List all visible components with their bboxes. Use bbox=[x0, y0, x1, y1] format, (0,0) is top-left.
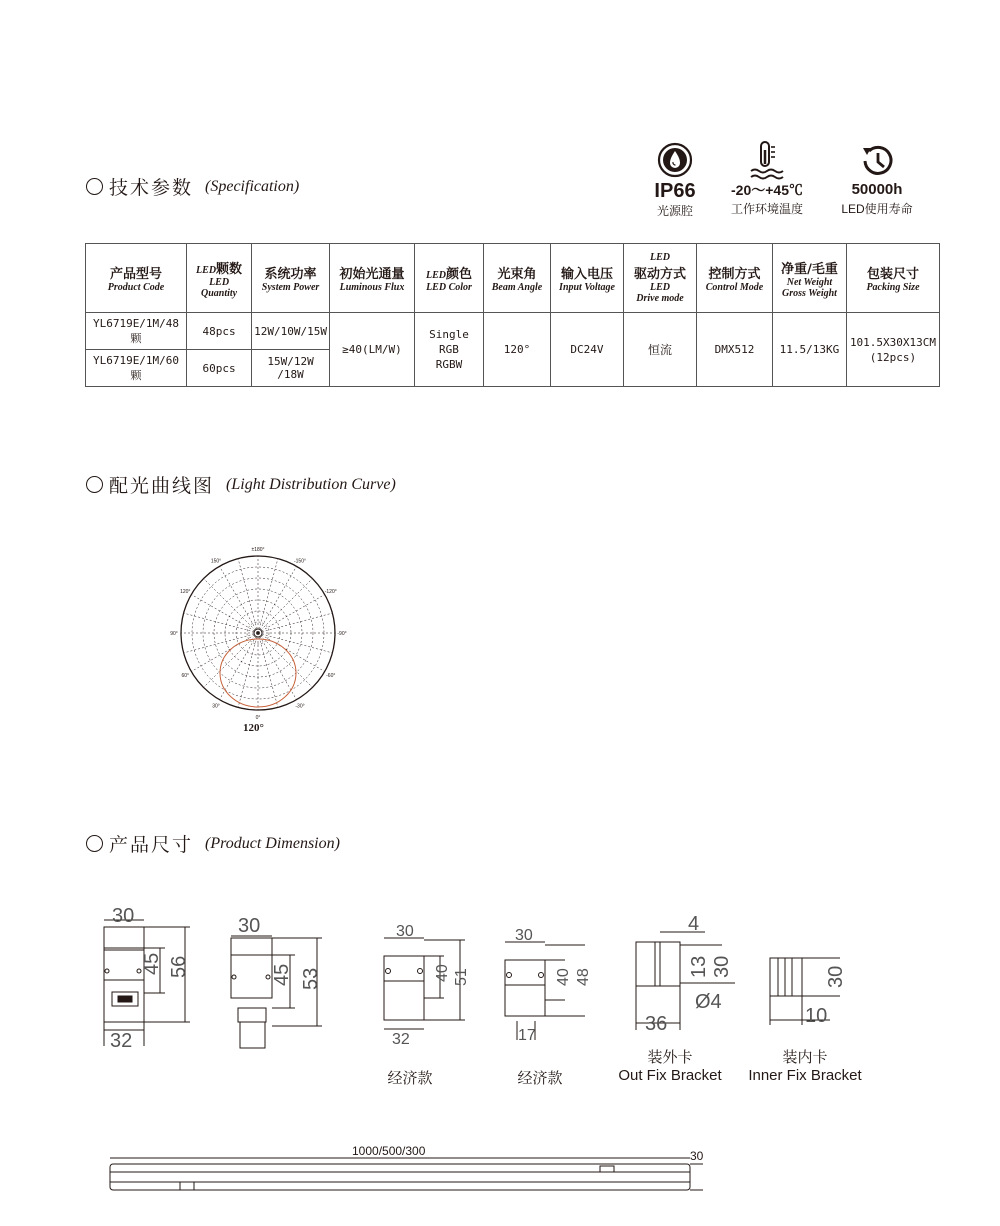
polar-grid-spoke bbox=[258, 559, 278, 633]
lifetime-hours: 50000h bbox=[851, 181, 903, 198]
cell-product-code: YL6719E/1M/60颗 bbox=[86, 350, 187, 387]
header-system-power: 系统功率 System Power bbox=[252, 244, 330, 313]
header-control-mode: 控制方式 Control Mode bbox=[696, 244, 772, 313]
caption-inner-bracket-en: Inner Fix Bracket bbox=[748, 1067, 862, 1084]
cell-weight: 11.5/13KG bbox=[772, 313, 846, 387]
dim-label: 36 bbox=[645, 1013, 668, 1035]
temperature-sub: 工作环境温度 bbox=[730, 202, 803, 216]
lifetime-badge bbox=[832, 142, 922, 217]
spec-header-row bbox=[86, 244, 940, 313]
caption-economy-1: 经济款 bbox=[387, 1070, 433, 1087]
cell-input-voltage: DC24V bbox=[550, 313, 623, 387]
cell-led-quantity: 60pcs bbox=[187, 350, 252, 387]
circle-bullet-icon bbox=[86, 178, 103, 195]
dimension-section-title bbox=[86, 830, 340, 857]
dim-label: 17 bbox=[518, 1027, 536, 1044]
polar-angle-label: 90° bbox=[170, 631, 178, 637]
cell-packing-size: 101.5X30X13CM (12pcs) bbox=[846, 313, 939, 387]
caption-economy-2: 经济款 bbox=[517, 1070, 563, 1087]
header-drive-mode: LED 驱动方式 LED Drive mode bbox=[623, 244, 696, 313]
light-title-en: (Light Distribution Curve) bbox=[226, 475, 396, 493]
dim-label: 30 bbox=[112, 905, 135, 927]
header-input-voltage: 输入电压 Input Voltage bbox=[550, 244, 623, 313]
out-bracket-drawing bbox=[636, 913, 735, 1035]
temperature-badge bbox=[722, 140, 812, 217]
header-led-quantity: LED颗数 LED Quantity bbox=[187, 244, 252, 313]
ip66-badge bbox=[640, 140, 710, 219]
inner-bracket-drawing bbox=[770, 958, 847, 1027]
polar-angle-label: ±180° bbox=[251, 547, 265, 553]
length-bar-drawing bbox=[110, 1144, 704, 1190]
cell-luminous-flux: ≥40(LM/W) bbox=[329, 313, 414, 387]
feature-badges bbox=[640, 140, 940, 230]
light-title-cn: 配光曲线图 bbox=[109, 475, 215, 497]
cell-led-quantity: 48pcs bbox=[187, 313, 252, 350]
dim-label: 40 bbox=[434, 964, 451, 982]
polar-grid-spoke bbox=[191, 633, 258, 672]
dim-label: 53 bbox=[300, 967, 322, 990]
polar-grid-spoke bbox=[258, 579, 312, 633]
polar-angle-label: -150° bbox=[293, 558, 307, 565]
dim-label: 32 bbox=[392, 1031, 410, 1048]
header-weight: 净重/毛重 Net Weight Gross Weight bbox=[772, 244, 846, 313]
water-drop-icon bbox=[655, 140, 695, 180]
header-led-color: LED颜色 LED Color bbox=[414, 244, 483, 313]
polar-grid-spoke bbox=[258, 633, 278, 707]
dim-label: 40 bbox=[555, 968, 572, 986]
profile-drawing-2 bbox=[231, 915, 322, 1048]
dim-label: 30 bbox=[825, 965, 847, 988]
circle-bullet-icon bbox=[86, 476, 103, 493]
dim-label: 48 bbox=[575, 968, 592, 986]
polar-angle-label: 120° bbox=[180, 589, 191, 595]
profile-drawing-3 bbox=[384, 923, 470, 1048]
header-beam-angle: 光束角 Beam Angle bbox=[483, 244, 550, 313]
caption-out-bracket-cn: 装外卡 bbox=[647, 1049, 693, 1066]
polar-angle-label: 0° bbox=[255, 715, 261, 721]
polar-grid-spoke bbox=[258, 566, 297, 633]
dimension-title-en: (Product Dimension) bbox=[205, 834, 340, 852]
polar-grid-spoke bbox=[258, 595, 325, 634]
dim-label: 4 bbox=[688, 913, 700, 935]
spec-table bbox=[85, 243, 940, 387]
ip66-label: IP66 bbox=[654, 180, 696, 202]
caption-inner-bracket-cn: 装内卡 bbox=[782, 1049, 828, 1066]
lifetime-sub: LED使用寿命 bbox=[841, 202, 913, 216]
polar-angle-label: -30° bbox=[295, 703, 305, 710]
dim-label: 30 bbox=[515, 927, 533, 944]
spec-title-en: (Specification) bbox=[205, 177, 300, 195]
dim-label: 32 bbox=[110, 1030, 133, 1052]
temperature-range: -20～+45℃ bbox=[731, 182, 803, 198]
polar-angle-label: 150° bbox=[210, 558, 222, 565]
circle-bullet-icon bbox=[86, 835, 103, 852]
dimension-title-cn: 产品尺寸 bbox=[109, 834, 194, 856]
header-product-code: 产品型号 Product Code bbox=[86, 244, 187, 313]
cell-system-power: 15W/12W /18W bbox=[252, 350, 330, 387]
thermometer-icon bbox=[747, 140, 787, 180]
clock-icon bbox=[857, 142, 897, 180]
dim-label: 51 bbox=[453, 968, 470, 986]
light-distribution-chart bbox=[160, 545, 360, 744]
polar-grid-spoke bbox=[258, 633, 312, 687]
polar-grid-spoke bbox=[258, 633, 325, 672]
polar-grid-spoke bbox=[220, 566, 259, 633]
spec-section-title bbox=[86, 173, 299, 200]
polar-angle-label: 60° bbox=[181, 673, 190, 679]
cell-led-color: Single RGB RGBW bbox=[414, 313, 483, 387]
dim-label: 30 bbox=[711, 955, 733, 978]
polar-grid-spoke bbox=[258, 633, 332, 653]
polar-grid-spoke bbox=[238, 559, 258, 633]
dim-label: Ø4 bbox=[695, 991, 722, 1013]
cell-drive-mode: 恒流 bbox=[623, 313, 696, 387]
polar-grid-spoke bbox=[258, 613, 332, 633]
polar-angle-label: 30° bbox=[212, 703, 220, 710]
caption-out-bracket-en: Out Fix Bracket bbox=[618, 1067, 722, 1084]
cell-product-code: YL6719E/1M/48颗 bbox=[86, 313, 187, 350]
header-luminous-flux: 初始光通量 Luminous Flux bbox=[329, 244, 414, 313]
beam-angle-label: 120° bbox=[243, 722, 264, 734]
light-section-title bbox=[86, 471, 396, 498]
ip66-sub: 光源腔 bbox=[656, 204, 693, 218]
polar-grid-spoke bbox=[204, 579, 258, 633]
polar-grid-spoke bbox=[184, 613, 258, 633]
dim-label: 30 bbox=[238, 915, 261, 937]
polar-angle-label: -90° bbox=[337, 631, 347, 637]
polar-grid-spoke bbox=[191, 595, 258, 634]
height-label: 30 bbox=[690, 1149, 704, 1163]
cell-control-mode: DMX512 bbox=[696, 313, 772, 387]
profile-drawing-4 bbox=[505, 927, 592, 1044]
polar-diagram bbox=[160, 545, 360, 740]
dim-label: 13 bbox=[688, 955, 710, 978]
polar-grid-spoke bbox=[204, 633, 258, 687]
cell-system-power: 12W/10W/15W bbox=[252, 313, 330, 350]
length-label: 1000/500/300 bbox=[352, 1144, 426, 1158]
polar-grid-spoke bbox=[184, 633, 258, 653]
cell-beam-angle: 120° bbox=[483, 313, 550, 387]
spec-title-cn: 技术参数 bbox=[109, 177, 194, 199]
polar-grid-spoke bbox=[238, 633, 258, 707]
polar-angle-label: -120° bbox=[324, 589, 337, 595]
dim-label: 45 bbox=[271, 963, 293, 986]
header-packing-size: 包装尺寸 Packing Size bbox=[846, 244, 939, 313]
dim-label: 30 bbox=[396, 923, 414, 940]
table-row bbox=[86, 313, 940, 350]
dim-label: 10 bbox=[805, 1005, 828, 1027]
polar-angle-label: -60° bbox=[326, 673, 336, 679]
dim-label: 45 bbox=[141, 952, 163, 975]
dim-label: 56 bbox=[168, 955, 190, 978]
profile-drawing-1 bbox=[104, 905, 190, 1052]
